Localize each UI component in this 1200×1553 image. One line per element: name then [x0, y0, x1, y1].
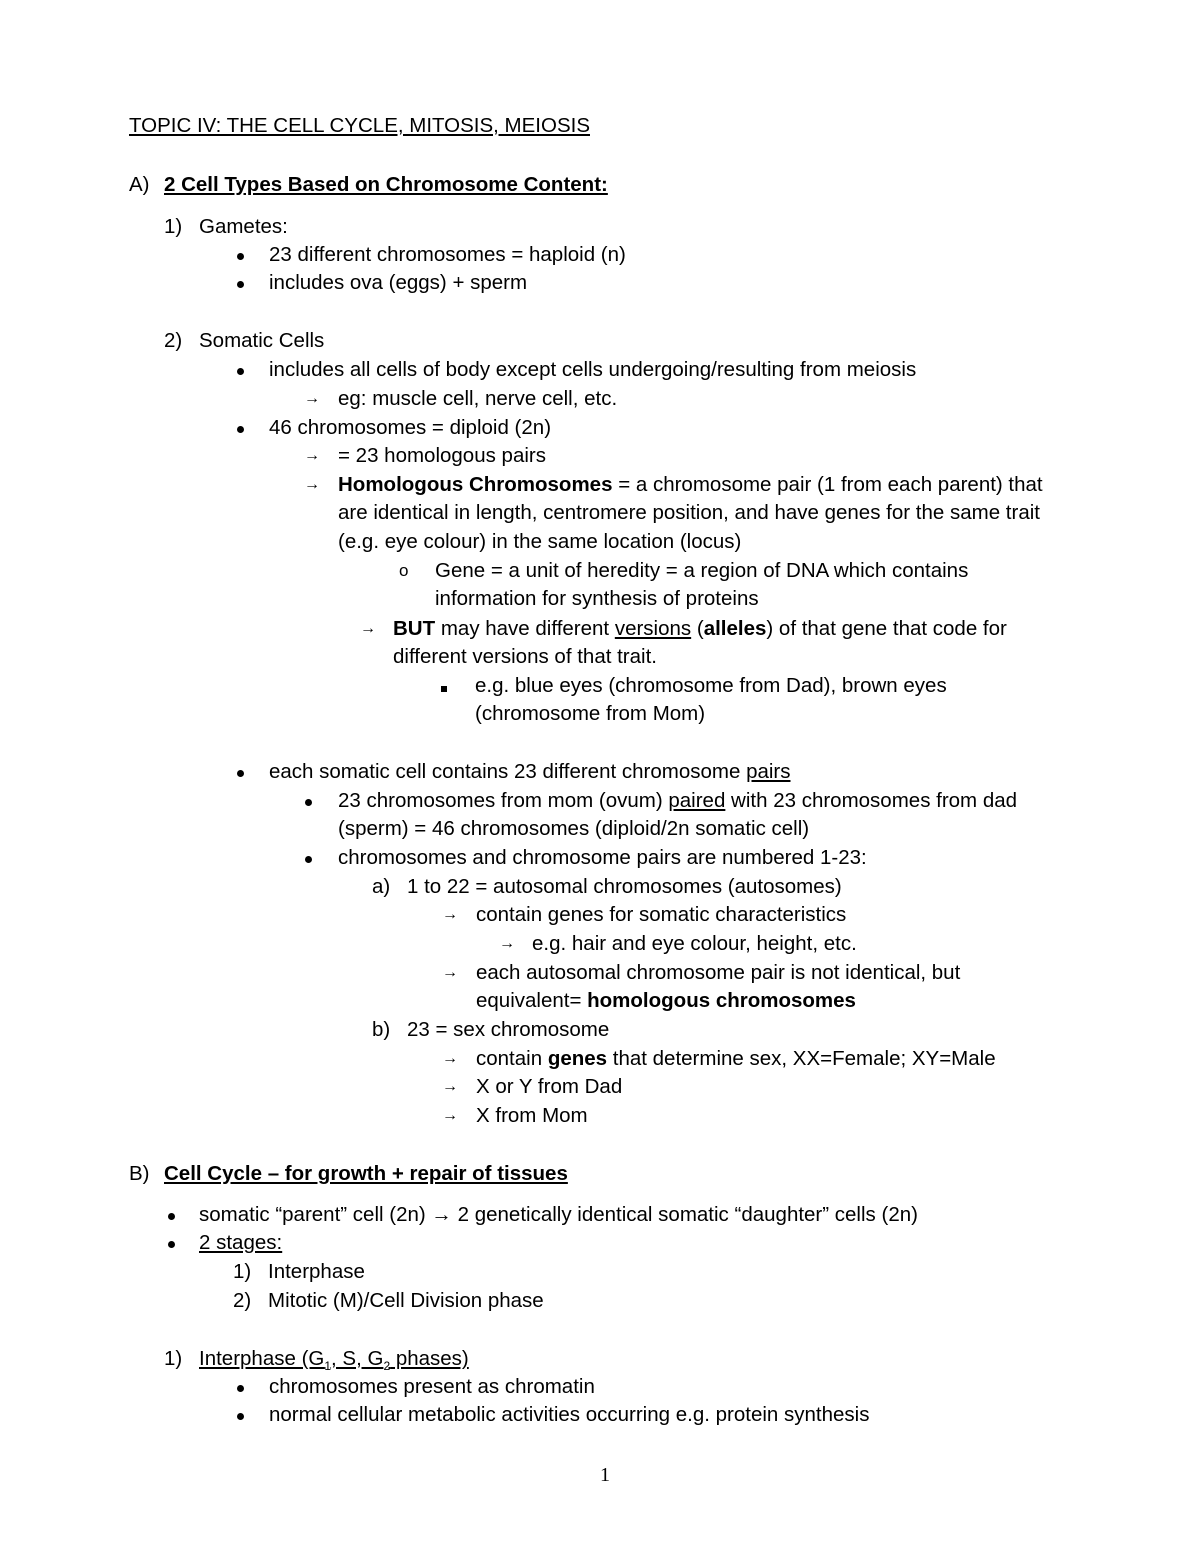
- sex-genes-text-b: that determine sex, XX=Female; XY=Male: [607, 1047, 996, 1070]
- autosome-example-line: e.g. hair and eye colour, height, etc.: [532, 932, 857, 955]
- gametes-marker: 1): [164, 215, 183, 238]
- pairing-line-2: (sperm) = 46 chromosomes (diploid/2n somatic cell): [338, 817, 810, 840]
- bullet-icon: [237, 1402, 244, 1430]
- stage-1-marker: 1): [233, 1260, 252, 1283]
- arrow-icon: →: [442, 1050, 458, 1067]
- g2-subscript: 2: [383, 1359, 391, 1374]
- genes-word: genes: [547, 1047, 608, 1070]
- page-title: TOPIC IV: THE CELL CYCLE, MITOSIS, MEIOSIS: [129, 114, 590, 137]
- homologous-definition-line-1: [338, 471, 1043, 499]
- interphase-marker: 1): [164, 1347, 183, 1370]
- daughter-cells-text: 2 genetically identical somatic “daughter” cells (2n): [451, 1203, 918, 1226]
- parent-cell-text: somatic “parent” cell (2n): [199, 1203, 432, 1226]
- gene-definition-line-2: information for synthesis of proteins: [435, 587, 759, 610]
- gene-definition-line-1: Gene = a unit of heredity = a region of DNA which contains: [435, 559, 969, 582]
- arrow-icon: →: [499, 935, 515, 952]
- interphase-bullet-1: chromosomes present as chromatin: [269, 1375, 595, 1398]
- bullet-icon: [168, 1202, 175, 1230]
- alleles-word: alleles: [703, 617, 767, 640]
- interphase-text-a: Interphase (G: [199, 1347, 325, 1370]
- hollow-bullet-icon: o: [399, 561, 409, 580]
- alleles-line-2: different versions of that trait.: [393, 645, 657, 668]
- bullet-icon: [305, 845, 312, 873]
- interphase-text-b: , S, G: [331, 1347, 384, 1370]
- pairing-line-1: [338, 787, 1017, 815]
- homologous-definition-text: = a chromosome pair (1 from each parent) that: [612, 473, 1043, 496]
- right-arrow-icon: →: [431, 1203, 452, 1226]
- autosome-marker: a): [372, 875, 391, 898]
- arrow-icon: →: [442, 906, 458, 923]
- square-bullet-icon: [441, 674, 447, 702]
- bullet-icon: [237, 1374, 244, 1402]
- homologous-pairs-line: = 23 homologous pairs: [338, 444, 546, 467]
- bullet-icon: [237, 270, 244, 298]
- section-b-marker: B): [129, 1162, 150, 1185]
- arrow-icon: →: [304, 476, 320, 493]
- interphase-text-c: phases): [390, 1347, 469, 1370]
- gametes-bullet-1: 23 different chromosomes = haploid (n): [269, 243, 626, 266]
- alleles-text-b: (: [691, 617, 704, 640]
- autosome-pair-line-1: each autosomal chromosome pair is not identical, but: [476, 961, 961, 984]
- arrow-icon: →: [442, 964, 458, 981]
- somatic-bullet-3: [269, 758, 791, 786]
- arrow-icon: →: [442, 1107, 458, 1124]
- pairs-word: pairs: [746, 760, 791, 783]
- section-b-heading: Cell Cycle – for growth + repair of tissues: [164, 1162, 568, 1185]
- section-a-marker: A): [129, 173, 150, 196]
- arrow-icon: →: [442, 1078, 458, 1095]
- g1-subscript: 1: [324, 1359, 332, 1374]
- versions-word: versions: [614, 617, 692, 640]
- arrow-icon: →: [304, 447, 320, 464]
- homologous-definition-line-2: are identical in length, centromere position, and have genes for the same trait: [338, 501, 1040, 524]
- pairing-text-a: 23 chromosomes from mom (ovum): [338, 789, 669, 812]
- pairing-text-b: with 23 chromosomes from dad: [725, 789, 1018, 812]
- somatic-bullet-1: includes all cells of body except cells undergoing/resulting from meiosis: [269, 358, 917, 381]
- bullet-icon: [237, 242, 244, 270]
- stages-heading: 2 stages:: [199, 1231, 283, 1254]
- cell-cycle-bullet-1: [199, 1201, 918, 1229]
- arrow-icon: →: [360, 620, 376, 637]
- sex-genes-line: [476, 1045, 996, 1073]
- homologous-chromosomes-term: homologous chromosomes: [587, 989, 856, 1012]
- paired-word: paired: [668, 789, 726, 812]
- sex-genes-text-a: contain: [476, 1047, 548, 1070]
- bullet-icon: [305, 788, 312, 816]
- autosome-genes-line: contain genes for somatic characteristics: [476, 903, 847, 926]
- bullet-icon: [237, 357, 244, 385]
- sex-chromosome-line: 23 = sex chromosome: [407, 1018, 610, 1041]
- interphase-heading: [199, 1345, 469, 1373]
- eye-example-line-1: e.g. blue eyes (chromosome from Dad), brown eyes: [475, 674, 947, 697]
- arrow-icon: →: [304, 390, 320, 407]
- somatic-label: Somatic Cells: [199, 329, 325, 352]
- somatic-bullet-2: 46 chromosomes = diploid (2n): [269, 416, 552, 439]
- autosome-line: 1 to 22 = autosomal chromosomes (autosomes): [407, 875, 842, 898]
- alleles-line-1: [393, 615, 1007, 643]
- homologous-term: Homologous Chromosomes: [338, 473, 613, 496]
- from-mom-line: X from Mom: [476, 1104, 588, 1127]
- bullet-icon: [168, 1230, 175, 1258]
- equivalent-text: equivalent=: [476, 989, 588, 1012]
- somatic-bullet-1-example: eg: muscle cell, nerve cell, etc.: [338, 387, 618, 410]
- sex-chromosome-marker: b): [372, 1018, 391, 1041]
- stage-2-marker: 2): [233, 1289, 252, 1312]
- gametes-label: Gametes:: [199, 215, 288, 238]
- numbering-line: chromosomes and chromosome pairs are numbered 1-23:: [338, 846, 867, 869]
- somatic-bullet-3-text: each somatic cell contains 23 different chromosome: [269, 760, 747, 783]
- stage-2-label: Mitotic (M)/Cell Division phase: [268, 1289, 544, 1312]
- gametes-bullet-2: includes ova (eggs) + sperm: [269, 271, 528, 294]
- bullet-icon: [237, 759, 244, 787]
- homologous-definition-line-3: (e.g. eye colour) in the same location (locus): [338, 530, 742, 553]
- alleles-text-c: ) of that gene that code for: [766, 617, 1007, 640]
- page-number: 1: [600, 1464, 610, 1486]
- autosome-pair-line-2: [476, 987, 856, 1015]
- alleles-text-a: may have different: [435, 617, 615, 640]
- bullet-icon: [237, 415, 244, 443]
- from-dad-line: X or Y from Dad: [476, 1075, 623, 1098]
- somatic-marker: 2): [164, 329, 183, 352]
- stage-1-label: Interphase: [268, 1260, 365, 1283]
- section-a-heading: 2 Cell Types Based on Chromosome Content:: [164, 173, 608, 196]
- interphase-bullet-2: normal cellular metabolic activities occurring e.g. protein synthesis: [269, 1403, 870, 1426]
- eye-example-line-2: (chromosome from Mom): [475, 702, 706, 725]
- but-word: BUT: [393, 617, 436, 640]
